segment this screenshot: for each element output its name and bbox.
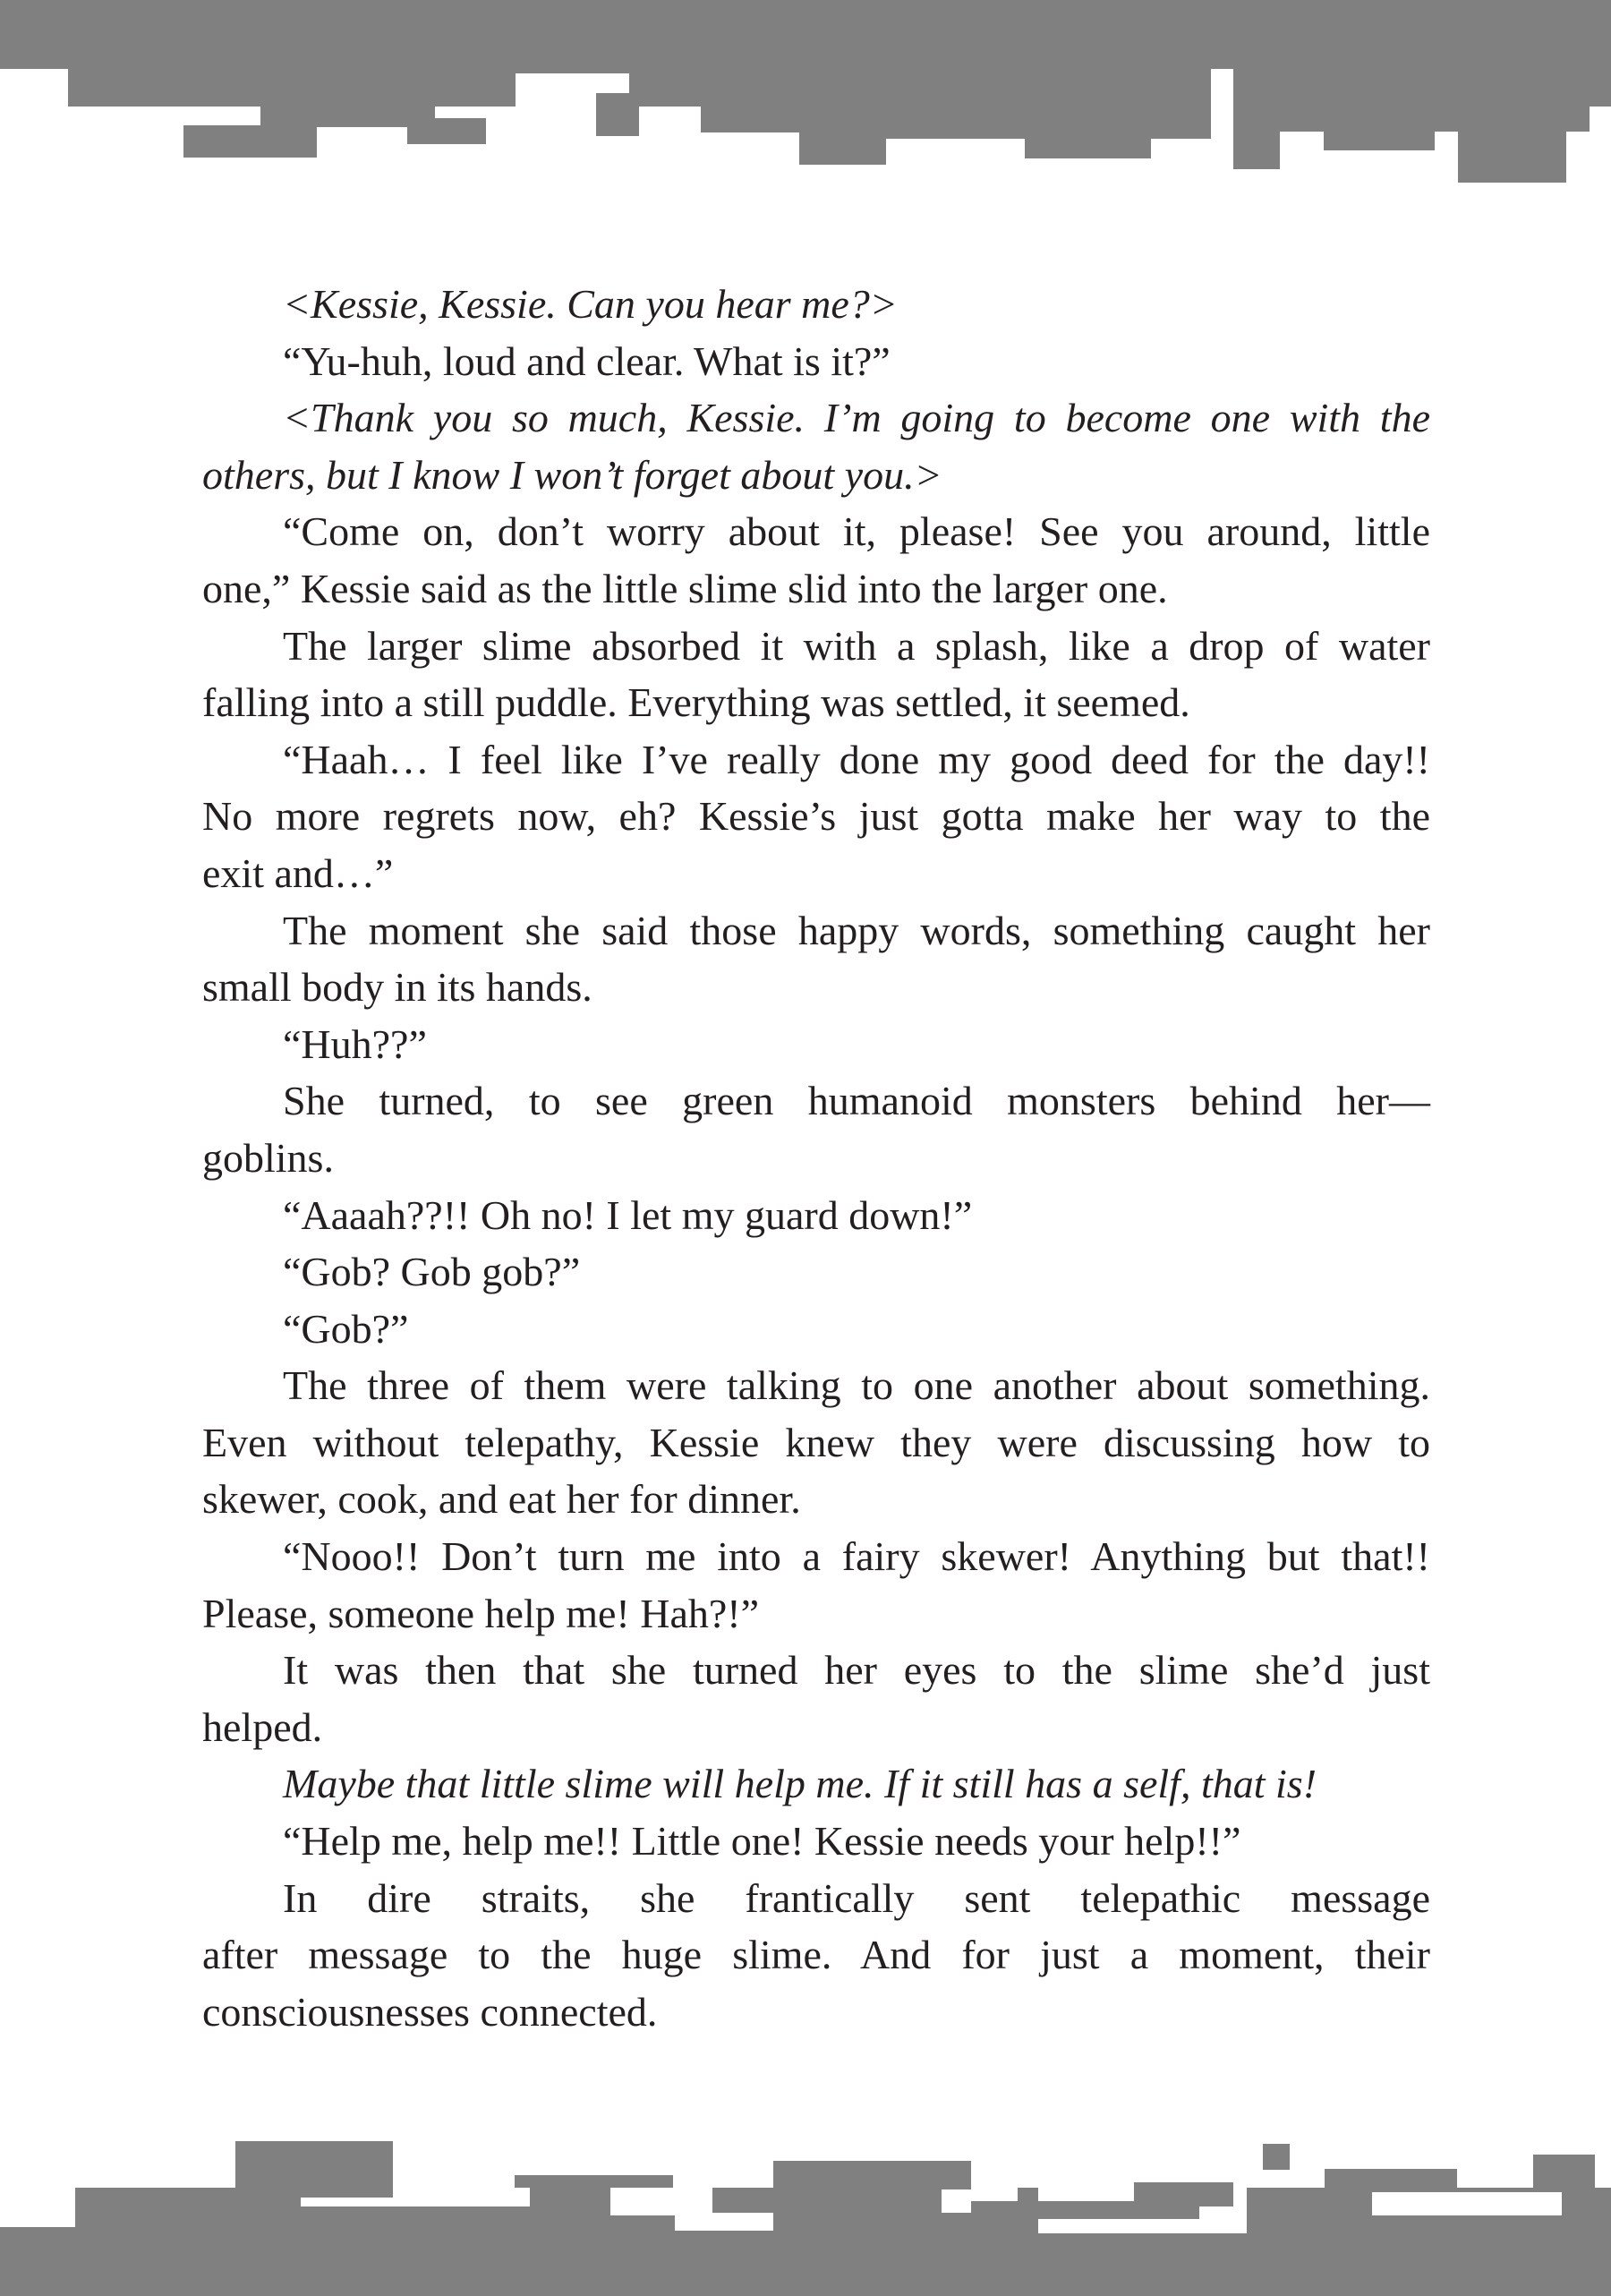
- text-line: “Huh??”: [283, 1020, 427, 1067]
- text-line: “Nooo!! Don’t turn me into a fairy skewer! Anything but that!!: [283, 1533, 1430, 1580]
- text-line: consciousnesses connected.: [202, 1988, 658, 2035]
- text-line: She turned, to see green humanoid monsters behind her—: [283, 1078, 1430, 1124]
- text-line: “Haah… I feel like I’ve really done my good deed for the day!!: [283, 736, 1430, 782]
- paragraph: [202, 1187, 1430, 1244]
- text-line: In dire straits, she frantically sent telepathic message: [283, 1874, 1430, 1921]
- text-line: Maybe that little slime will help me. If it still has a self, that is!: [283, 1761, 1317, 1807]
- text-line: “Gob?”: [283, 1305, 409, 1352]
- text-line: Please, someone help me! Hah?!”: [202, 1590, 760, 1636]
- text-line: No more regrets now, eh? Kessie’s just gotta make her way to the: [202, 793, 1430, 840]
- text-line: The moment she said those happy words, something caught her: [283, 907, 1430, 953]
- text-line: helped.: [202, 1703, 323, 1750]
- page-body-text: [202, 276, 1430, 2040]
- paragraph: [202, 731, 1430, 902]
- text-line: falling into a still puddle. Everything was settled, it seemed.: [202, 679, 1190, 726]
- paragraph: [202, 1243, 1430, 1301]
- text-line: exit and…”: [202, 849, 394, 896]
- paragraph: [202, 389, 1430, 503]
- text-line: <Kessie, Kessie. Can you hear me?>: [283, 281, 898, 327]
- paragraph: [202, 503, 1430, 617]
- text-line: small body in its hands.: [202, 964, 592, 1011]
- paragraph: [202, 902, 1430, 1016]
- text-line: The larger slime absorbed it with a splash, like a drop of water: [283, 622, 1430, 669]
- top-pixel-border-decoration: [0, 0, 1611, 197]
- paragraph: [202, 333, 1430, 390]
- text-line: “Aaaah??!! Oh no! I let my guard down!”: [283, 1191, 973, 1238]
- text-line: It was then that she turned her eyes to the slime she’d just: [283, 1647, 1430, 1694]
- bottom-decoration-gap: [0, 2192, 1611, 2216]
- paragraph: [202, 1072, 1430, 1186]
- paragraph: [202, 276, 1430, 333]
- text-line: <Thank you so much, Kessie. I’m going to become one with the: [283, 395, 1430, 441]
- paragraph: [202, 1755, 1430, 1813]
- text-line: others, but I know I won’t forget about you.>: [202, 451, 942, 498]
- text-line: “Come on, don’t worry about it, please! See you around, little: [283, 508, 1430, 555]
- paragraph: [202, 618, 1430, 731]
- paragraph: [202, 1813, 1430, 1870]
- paragraph: [202, 1357, 1430, 1528]
- text-line: one,” Kessie said as the little slime slid into the larger one.: [202, 565, 1168, 611]
- paragraph: [202, 1870, 1430, 2041]
- text-line: after message to the huge slime. And for just a moment, their: [202, 1932, 1430, 1978]
- paragraph: [202, 1301, 1430, 1358]
- text-line: Even without telepathy, Kessie knew they were discussing how to: [202, 1419, 1430, 1465]
- text-line: “Gob? Gob gob?”: [283, 1249, 581, 1295]
- text-line: skewer, cook, and eat her for dinner.: [202, 1476, 801, 1523]
- text-line: “Yu-huh, loud and clear. What is it?”: [283, 337, 891, 384]
- paragraph: [202, 1528, 1430, 1642]
- text-line: goblins.: [202, 1134, 334, 1181]
- text-line: “Help me, help me!! Little one! Kessie needs your help!!”: [283, 1818, 1241, 1865]
- text-line: The three of them were talking to one another about something.: [283, 1362, 1430, 1409]
- paragraph: [202, 1642, 1430, 1755]
- paragraph: [202, 1016, 1430, 1073]
